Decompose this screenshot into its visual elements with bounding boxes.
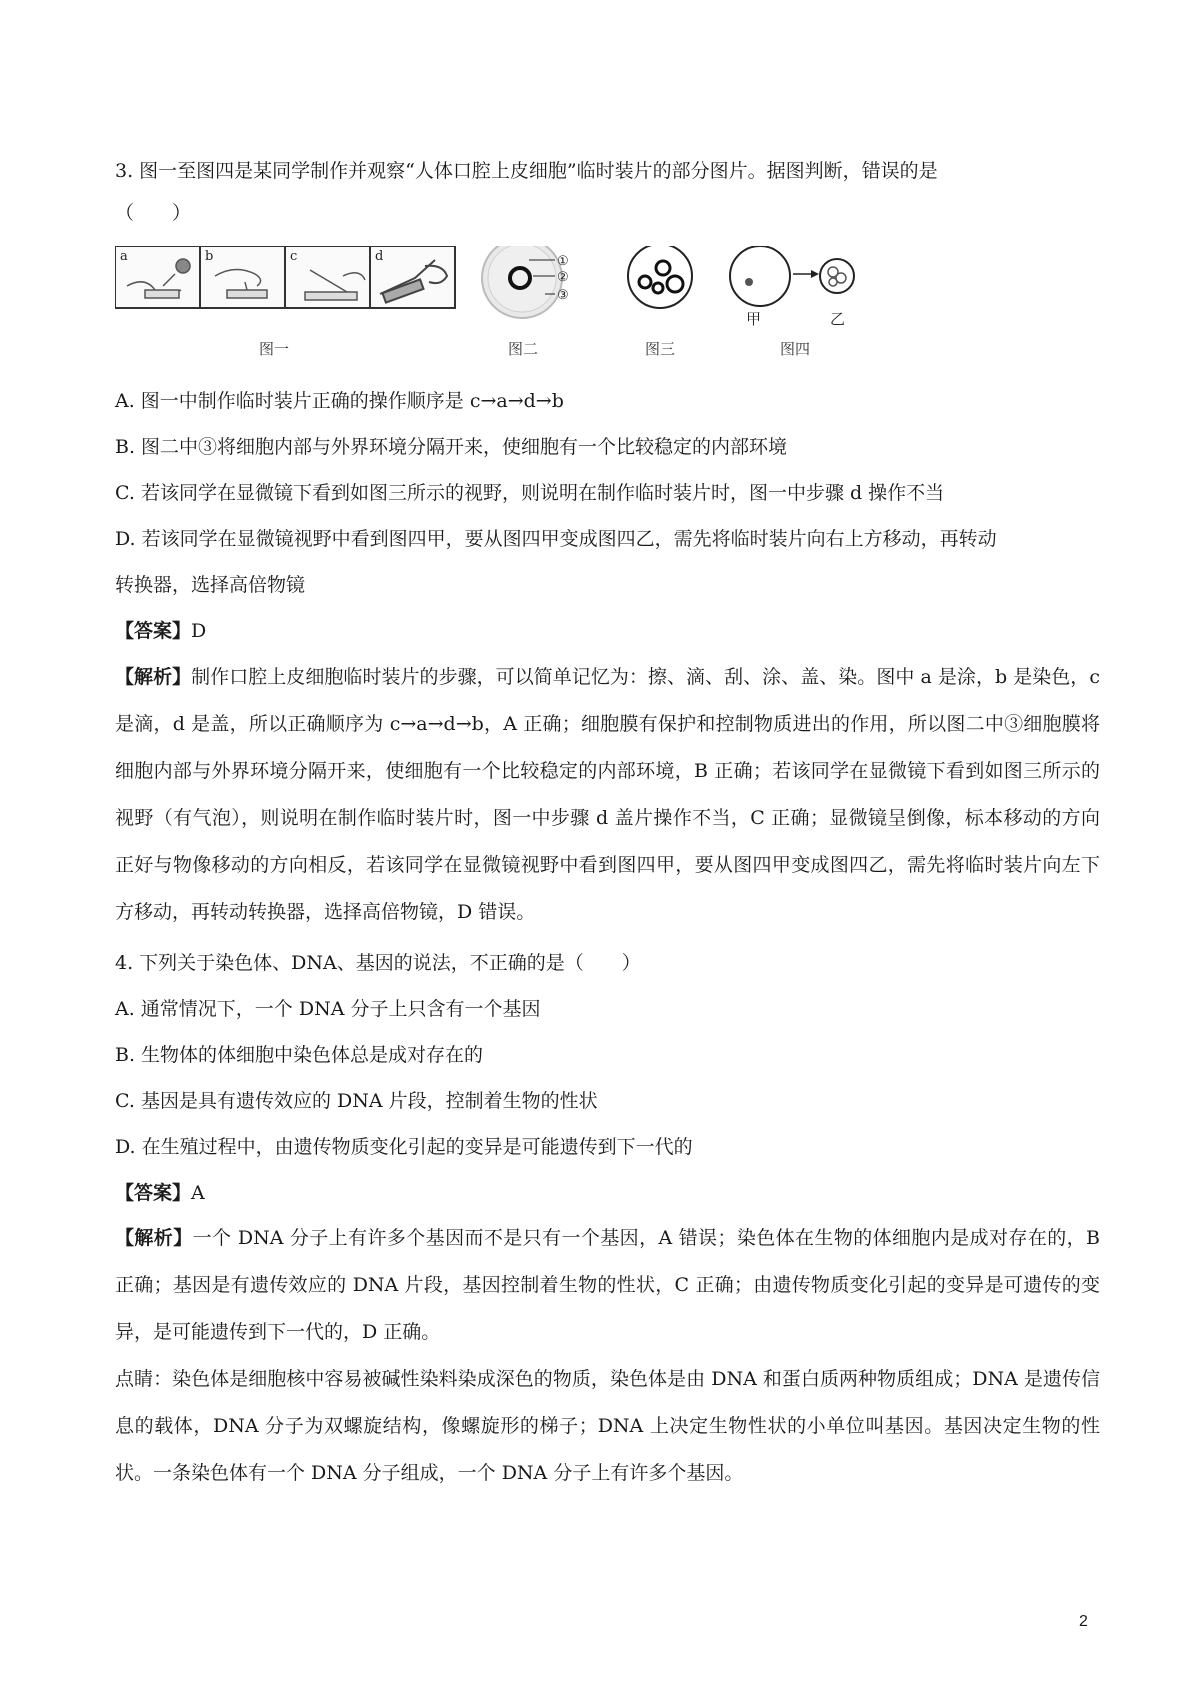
q3-option-a: A. 图一中制作临时装片正确的操作顺序是 c→a→d→b (115, 390, 564, 412)
fig4-mark-yi: 乙 (830, 310, 846, 328)
q3-answer (115, 618, 1100, 644)
q3-option-d: D. 若该同学在显微镜视野中看到图四甲，要从图四甲变成图四乙，需先将临时装片向右上方移动，再转动 (115, 528, 997, 550)
fig-caption-2: 图二 (508, 340, 539, 358)
fig4-mark-jia: 甲 (746, 310, 762, 328)
fig-caption-4: 图四 (780, 340, 811, 358)
q3-option-b: B. 图二中③将细胞内部与外界环境分隔开来，使细胞有一个比较稳定的内部环境 (115, 436, 788, 458)
fig2-mark-1: ① (557, 254, 569, 269)
q4-analysis (115, 1215, 1100, 1356)
fig3-bubbles (628, 246, 692, 308)
q3-paren: （ ） (115, 202, 192, 224)
fig-caption-3: 图三 (645, 340, 676, 358)
fig2-cell (482, 246, 562, 318)
q4-note: 点睛：染色体是细胞核中容易被碱性染料染成深色的物质，染色体是由 DNA 和蛋白质两种物质组成；DNA 是遗传信息的载体，DNA 分子为双螺旋结构，像螺旋形的梯子；DNA 上决定生物性状的小单位叫基因。基因决定生物的性状。一条染色体有一个 DNA 分子组成，一个 DNA 分子上有许多个基因。 (115, 1368, 1100, 1484)
fig-caption-1: 图一 (259, 340, 290, 358)
q3-analysis-tag: 【解析】 (115, 666, 192, 688)
q4-analysis-tag: 【解析】 (115, 1227, 193, 1249)
q3-answer-tag: 【答案】 (115, 620, 192, 642)
fig1-label-d: d (375, 249, 384, 264)
fig1-label-b: b (205, 249, 214, 264)
q3-figure-svg (115, 246, 855, 366)
fig2-mark-2: ② (557, 270, 569, 285)
q4-option-a: A. 通常情况下，一个 DNA 分子上只含有一个基因 (115, 998, 541, 1020)
q3-figure (115, 246, 855, 366)
q3-option-c: C. 若该同学在显微镜下看到如图三所示的视野，则说明在制作临时装片时，图一中步骤 d 操作不当 (115, 482, 945, 504)
q4-answer-value: A (191, 1182, 205, 1204)
fig1-label-a: a (120, 249, 128, 264)
q4-analysis-text: 一个 DNA 分子上有许多个基因而不是只有一个基因，A 错误；染色体在生物的体细胞内是成对存在的，B 正确；基因是有遗传效应的 DNA 片段，基因控制着生物的性状，C 正确；由遗传物质变化引起的变异是可遗传的变异，是可能遗传到下一代的，D 正确。 (115, 1227, 1100, 1343)
q4-answer (115, 1180, 1100, 1206)
q3-answer-value: D (191, 620, 207, 642)
q4-stem: 4. 下列关于染色体、DNA、基因的说法，不正确的是（ ） (115, 952, 641, 974)
fig2-mark-3: ③ (557, 288, 569, 303)
q3-analysis (115, 654, 1100, 936)
q4-option-c: C. 基因是具有遗传效应的 DNA 片段，控制着生物的性状 (115, 1090, 598, 1112)
q4-option-b: B. 生物体的体细胞中染色体总是成对存在的 (115, 1044, 484, 1066)
q3-option-d-cont: 转换器，选择高倍物镜 (115, 574, 306, 596)
page-number: 2 (1079, 1613, 1088, 1630)
fig1-label-c: c (290, 249, 298, 264)
q4-option-d: D. 在生殖过程中，由遗传物质变化引起的变异是可能遗传到下一代的 (115, 1136, 693, 1158)
fig4-diagram (730, 246, 854, 306)
q4-answer-tag: 【答案】 (115, 1182, 192, 1204)
q3-stem: 3. 图一至图四是某同学制作并观察“人体口腔上皮细胞”临时装片的部分图片。据图判断，错误的是 (115, 160, 938, 182)
q3-analysis-text: 制作口腔上皮细胞临时装片的步骤，可以简单记忆为：擦、滴、刮、涂、盖、染。图中 a 是涂，b 是染色，c 是滴，d 是盖，所以正确顺序为 c→a→d→b，A 正确；细胞膜有保护和控制物质进出的作用，所以图二中③细胞膜将细胞内部与外界环境分隔开来，使细胞有一个比较稳定的内部环境，B 正确；若该同学在显微镜下看到如图三所示的视野（有气泡），则说明在制作临时装片时，图一中步骤 d 盖片操作不当，C 正确；显微镜呈倒像，标本移动的方向正好与物像移动的方向相反，若该同学在显微镜视野中看到图四甲，要从图四甲变成图四乙，需先将临时装片向左下方移动，再转动转换器，选择高倍物镜，D 错误。 (115, 666, 1100, 923)
